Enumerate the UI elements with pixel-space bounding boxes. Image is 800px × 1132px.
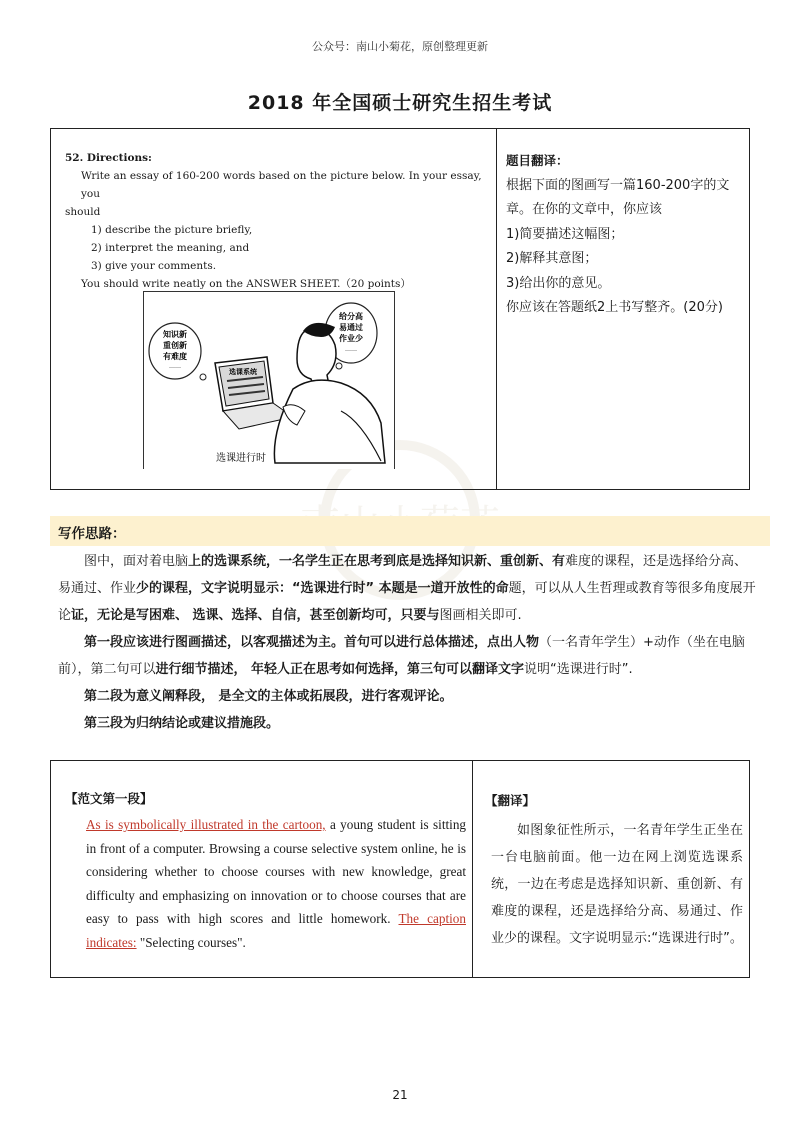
bubble-left-text: 有难度 xyxy=(163,352,187,361)
column-divider xyxy=(496,129,497,489)
ideas-heading-bar xyxy=(50,516,770,546)
header-note: 公众号：南山小菊花，原创整理更新 xyxy=(312,40,488,53)
ideas-paragraph xyxy=(58,548,758,629)
sample-heading: 【范文第一段】 xyxy=(65,791,153,806)
sample-box xyxy=(50,760,750,978)
bubble-right-text: 作业少 xyxy=(339,334,363,343)
text-run: 难度的课程，还是选择给分高、易通过、作业 xyxy=(58,554,748,596)
text-run-bold: 第三段为归纳结论 xyxy=(84,716,189,731)
cartoon-caption: 选课进行时 xyxy=(216,453,266,464)
bubble-right-text: …… xyxy=(345,346,357,353)
page-number: 21 xyxy=(392,1088,408,1102)
directions-closing: You should write neatly on the ANSWER SHEET.（20 points） xyxy=(81,278,411,290)
text-run-bold: 证，无论是写困难、 选课、选择、自信，甚至创新均可，只要与 xyxy=(71,608,440,623)
text-run-bold: 少的课程，文字说明显示：“选课进行时” 本题是一道开放性的命 xyxy=(136,581,509,596)
sample-translation: 如图象征性所示，一名青年学生正坐在一台电脑前面。他一边在网上浏览选课系统，一边在考虑是选择知识新、重创新、有难度的课程，还是选择给分高、易通过、作业少的课程。文字说明显示:“选课进行时”。 xyxy=(491,823,743,946)
ideas-paragraph xyxy=(58,710,758,737)
bubble-right-text: 给分高 xyxy=(339,312,363,321)
page-title: 2018 年全国硕士研究生招生考试 xyxy=(247,92,553,114)
bubble-left-text: 知识新 xyxy=(163,330,187,339)
sample-essay xyxy=(86,813,466,954)
text-run: 说明“选课进行时”. xyxy=(524,662,633,677)
bubble-left-text: 重创新 xyxy=(163,341,187,350)
ideas-heading: 写作思路： xyxy=(58,526,126,542)
writing-ideas xyxy=(58,548,758,737)
question-translation xyxy=(506,149,746,321)
text-run-bold: 或建议措施段。 xyxy=(188,716,280,731)
laptop-screen-text: 选课系统 xyxy=(229,368,257,376)
sample-translation-heading: 【翻译】 xyxy=(485,793,536,808)
directions-line: Write an essay of 160-200 words based on the picture below. In your essay, you xyxy=(81,170,482,200)
text-run: （一名青年学生）+动作（坐在电脑前），第二句可以 xyxy=(58,635,745,677)
directions-line: should xyxy=(65,206,101,218)
highlight-phrase: The caption indicates: xyxy=(86,911,466,950)
cartoon-picture xyxy=(143,291,395,469)
directions xyxy=(65,149,485,293)
directions-item: 2) interpret the meaning, and xyxy=(91,242,250,254)
bubble-right-text: 易通过 xyxy=(339,323,363,332)
question-box xyxy=(50,128,750,490)
column-divider xyxy=(472,761,473,977)
directions-item: 1) describe the picture briefly, xyxy=(91,224,253,236)
translation-line: 3)给出你的意见。 xyxy=(506,275,611,291)
text-run-bold: 上的选课系统，一名学生正在思考到底是选择知识新、重创新、有 xyxy=(188,554,566,569)
text-run-bold: 进行细节描述， 年轻人正在思考如何选择，第三句可以翻译文字 xyxy=(155,662,525,677)
translation-line: 1)简要描述这幅图； xyxy=(506,226,624,242)
translation-line: 根据下面的图画写一篇160-200字的文章。在你的文章中，你应该 xyxy=(506,177,730,217)
translation-line: 你应该在答题纸2上书写整齐。(20分) xyxy=(506,300,723,315)
highlight-phrase: As is symbolically illustrated in the cartoon, xyxy=(86,817,326,832)
directions-item: 3) give your comments. xyxy=(91,260,217,272)
text-run: 图画相关即可. xyxy=(439,608,522,623)
text-run: 图中，面对着电脑 xyxy=(84,554,189,569)
text-run-bold: 第一段应该进行图画描述，以客观描述为主。首句可以进行总体描述，点出人物 xyxy=(84,635,540,650)
bubble-left-text: …… xyxy=(169,363,181,370)
ideas-paragraph xyxy=(58,629,758,683)
ideas-paragraph: 第二段为意义阐释段， 是全文的主体或拓展段，进行客观评论。 xyxy=(84,689,453,704)
text-run: 题，可以从人生哲理或教育等很多角度展开论 xyxy=(58,581,756,623)
essay-text: a young student is sitting in front of a computer. Browsing a course selective system online, he is considering whether to choose courses with new knowledge, great difficulty and emphasizing on innovation or to choose courses that are easy to pass with high scores and little homework. xyxy=(86,817,466,926)
translation-heading: 题目翻译： xyxy=(506,153,569,168)
essay-text: "Selecting courses". xyxy=(136,934,246,950)
directions-heading: 52. Directions: xyxy=(65,152,152,164)
translation-line: 2)解释其意图； xyxy=(506,251,598,266)
